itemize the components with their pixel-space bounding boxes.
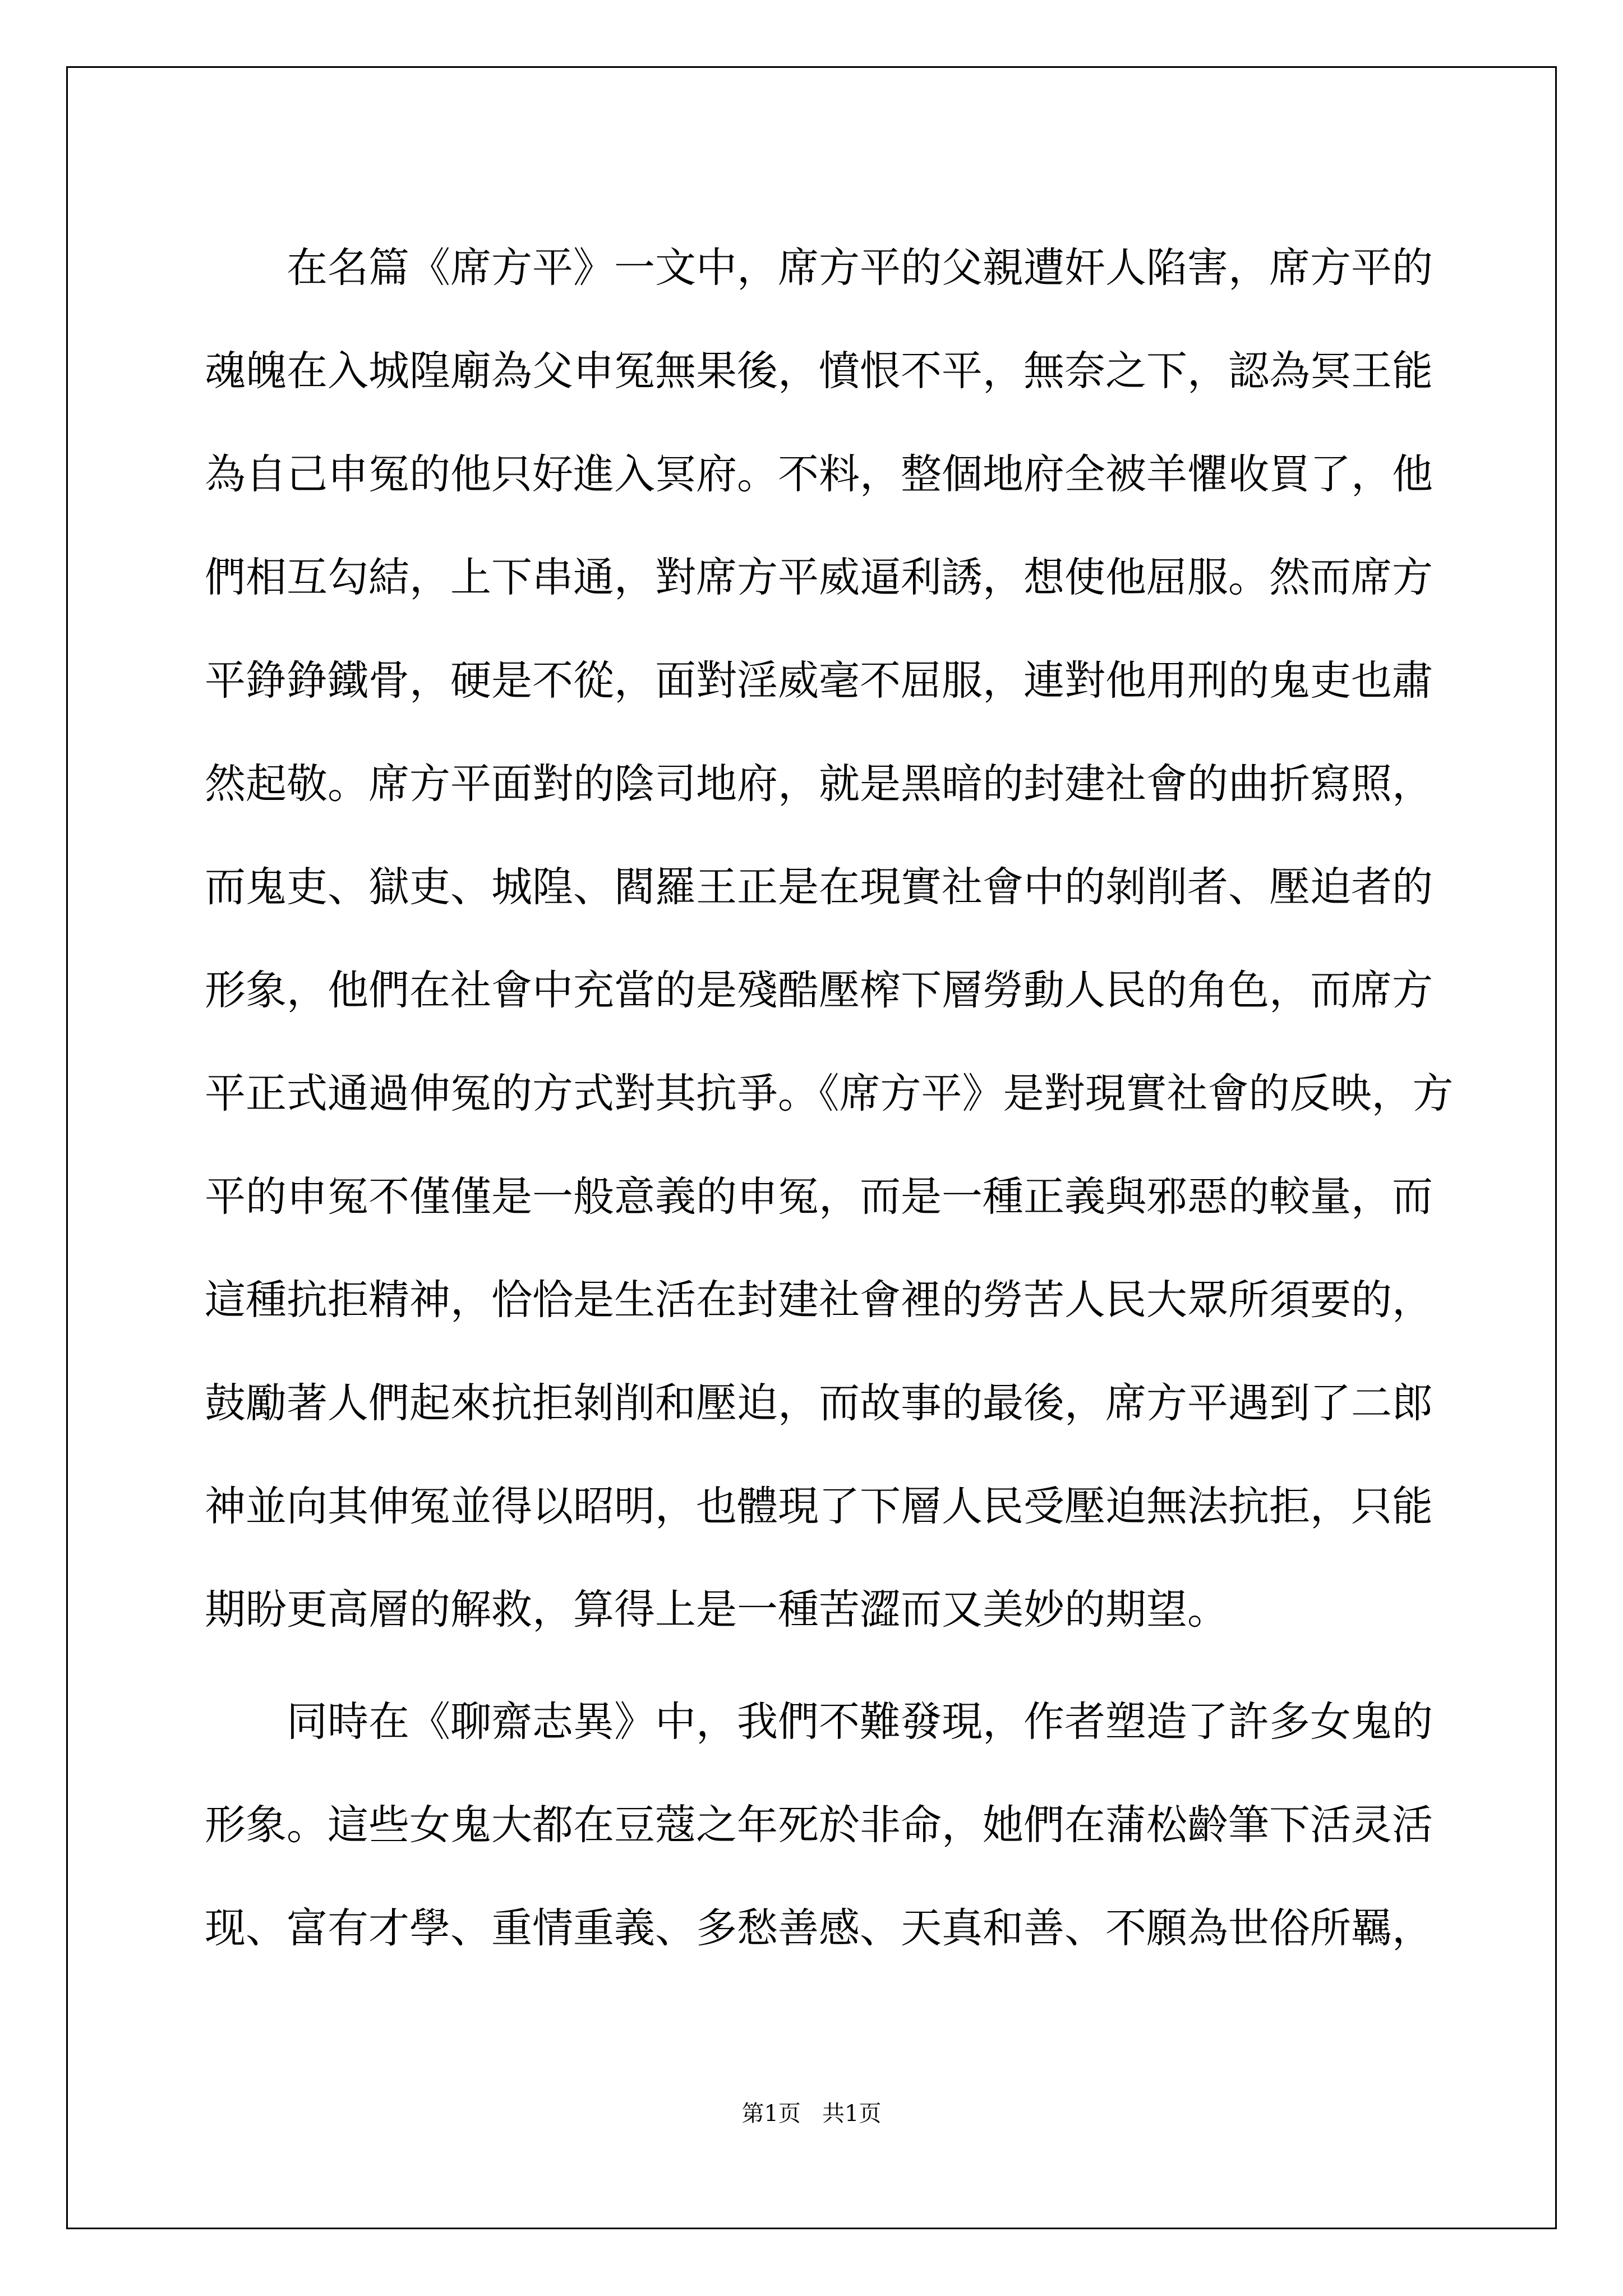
paragraph-1-line-7: 而鬼吏、獄吏、城隍、閻羅王正是在現實社會中的剝削者、壓迫者的 (205, 863, 1433, 911)
paragraph-2-line-1: 同時在《聊齋志異》中，我們不難發現，作者塑造了許多女鬼的 (287, 1698, 1433, 1746)
paragraph-1-line-5: 平錚錚鐵骨，硬是不從，面對淫威毫不屈服，連對他用刑的鬼吏也肅 (205, 657, 1433, 705)
paragraph-1-line-4: 們相互勾結，上下串通，對席方平威逼利誘，想使他屈服。然而席方 (205, 554, 1433, 601)
paragraph-1-line-10: 平的申冤不僅僅是一般意義的申冤，而是一種正義與邪惡的較量，而 (205, 1173, 1433, 1221)
paragraph-1-line-13: 神並向其伸冤並得以昭明，也體現了下層人民受壓迫無法抗拒，只能 (205, 1483, 1433, 1530)
paragraph-1-line-12: 鼓勵著人們起來抗拒剝削和壓迫，而故事的最後，席方平遇到了二郎 (205, 1379, 1433, 1427)
paragraph-1-line-3: 為自己申冤的他只好進入冥府。不料，整個地府全被羊懼收買了，他 (205, 450, 1433, 498)
paragraph-1-line-8: 形象，他們在社會中充當的是殘酷壓榨下層勞動人民的角色，而席方 (205, 967, 1433, 1014)
paragraph-gap (205, 1662, 1425, 1671)
paragraph-1-line-2: 魂魄在入城隍廟為父申冤無果後，憤恨不平，無奈之下，認為冥王能 (205, 347, 1433, 395)
paragraph-2-line-3: 现、富有才學、重情重義、多愁善感、天真和善、不願為世俗所羈， (205, 1904, 1433, 1952)
paragraph-1-line-9: 平正式通過伸冤的方式對其抗爭。《席方平》是對現實社會的反映，方 (205, 1070, 1454, 1117)
document-body (205, 217, 1454, 1980)
paragraph-1-line-1: 在名篇《席方平》一文中，席方平的父親遭奸人陷害，席方平的 (287, 244, 1433, 292)
paragraph-1-line-6: 然起敬。席方平面對的陰司地府，就是黑暗的封建社會的曲折寫照， (205, 760, 1433, 808)
page-number-footer: 第1页 共1页 (741, 2101, 882, 2127)
paragraph-1-line-11: 這種抗拒精神，恰恰是生活在封建社會裡的勞苦人民大眾所須要的， (205, 1276, 1433, 1324)
paragraph-1-line-14: 期盼更高層的解救，算得上是一種苦澀而又美妙的期望。 (205, 1586, 1228, 1634)
paragraph-2-line-2: 形象。這些女鬼大都在豆蔻之年死於非命，她們在蒲松齡筆下活灵活 (205, 1801, 1433, 1849)
